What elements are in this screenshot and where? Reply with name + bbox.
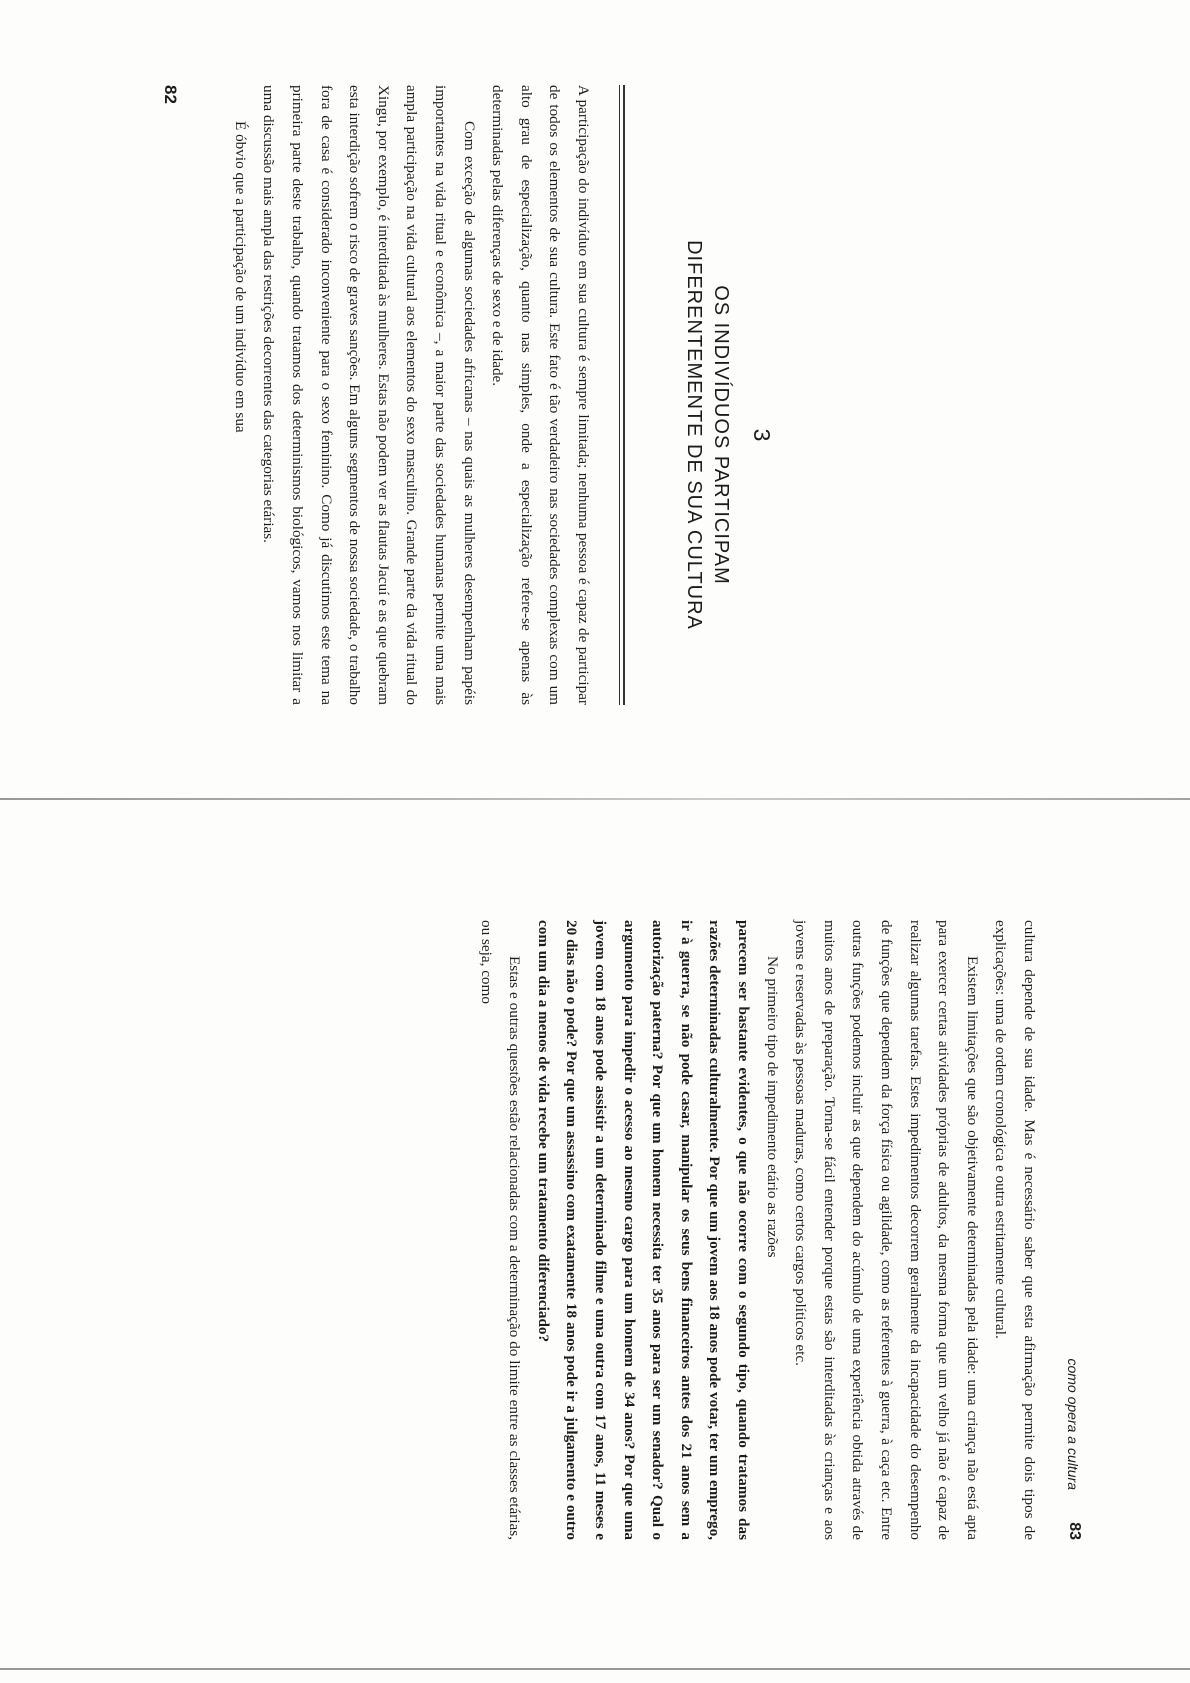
page-gutter-line bbox=[0, 798, 1190, 800]
paragraph: No primeiro tipo de impedimento etário as razões bbox=[763, 956, 781, 1258]
chapter-title-line-2: DIFERENTEMENTE DE SUA CULTURA bbox=[683, 240, 705, 630]
chapter-title-rule bbox=[619, 85, 625, 705]
bold-paragraph: parecem ser bastante evidentes, o que não ocorre com o segundo tipo, quando tratamos das razões determinadas culturalmente. Por que um jovem aos 18 anos pode votar, ter um emprego, ir à guerra, se não pode casar, manipular os seus bens financeiros antes dos 21 anos sem a autorização paterna? Por que um homem necessita ter 35 anos para ser um senador? Qual o argumento para impedir o acesso ao mesmo cargo para um homem de 34 anos? Por que uma jovem com 18 anos pode assistir a um determinado filme e uma outra com 17 anos, 11 meses e 20 dias não o pode? Por que um assassino com exatamente 18 anos pode ir a julgamento e outro com um dia a menos de vida recebe um tratamento diferenciado? bbox=[534, 920, 753, 1540]
chapter-title bbox=[680, 85, 734, 785]
sheet-bottom-edge bbox=[0, 1668, 1190, 1670]
paragraph: Estas e outras questões estão relacionadas com a determinação do limite entre as classes etárias, ou seja, como bbox=[477, 920, 524, 1540]
running-title: como opera a cultura bbox=[1065, 1358, 1081, 1490]
paragraph: É óbvio que a participação de um indivíduo em sua bbox=[231, 121, 249, 433]
page-number: 83 bbox=[1066, 1522, 1083, 1540]
body-text-page-83 bbox=[471, 920, 1043, 1540]
paragraph: cultura depende de sua idade. Mas é necessário saber que esta afirmação permite dois tipos de explicações: uma de ordem cronológica e outra estritamente cultural. bbox=[992, 920, 1038, 1540]
book-page-83 bbox=[185, 920, 1085, 1620]
running-head bbox=[1055, 920, 1085, 1540]
paragraph: A participação do indivíduo em sua cultura é sempre limitada; nenhuma pessoa é capaz de participar de todos os elementos de sua cultura. Este fato é tão verdadeiro nas sociedades complexas com um alto grau de especialização, quanto nas simples, onde a especialização refere-se apenas às determinadas pelas diferenças de sexo e de idade. bbox=[489, 85, 592, 705]
page-number: 82 bbox=[161, 85, 180, 104]
paragraph: Existem limitações que são objetivamente determinadas pela idade: uma criança não está apta para exercer certas atividades próprias de adultos, da mesma forma que um velho já não é capaz de realizar algumas tarefas. Estes impedimentos decorrem geralmente da incapacidade do desempenho de funções que dependem da força física ou agilidade, como as referentes à guerra, à caça etc. Entre outras funções podemos incluir as que dependem do acúmulo de uma experiência obtida através de muitos anos de preparação. Torna-se fácil entender porque estas são interditadas às crianças e aos jovens e reservadas às pessoas maduras, como certos cargos políticos etc. bbox=[792, 920, 981, 1540]
book-page-82 bbox=[145, 85, 1045, 785]
chapter-title-line-1: OS INDIVÍDUOS PARTICIPAM bbox=[710, 285, 732, 585]
chapter-number: 3 bbox=[749, 428, 775, 442]
body-text-page-82 bbox=[225, 85, 597, 705]
paragraph: Com exceção de algumas sociedades africanas – nas quais as mulheres desempenham papéis importantes na vida ritual e econômica –, a maior parte das sociedades humanas permite uma mais ampla participação na vida cultural aos elementos do sexo masculino. Grande parte da vida ritual do Xingu, por exemplo, é interditada às mulheres. Estas não podem ver as flautas Jacuí e as que quebram esta interdição sofrem o risco de graves sanções. Em alguns segmentos de nossa sociedade, o trabalho fora de casa é considerado inconveniente para o sexo feminino. Como já discutimos este tema na primeira parte deste trabalho, quando tratamos dos determinismos biológicos, vamos nos limitar a uma discussão mais ampla das restrições decorrentes das categorias etárias. bbox=[260, 85, 478, 705]
